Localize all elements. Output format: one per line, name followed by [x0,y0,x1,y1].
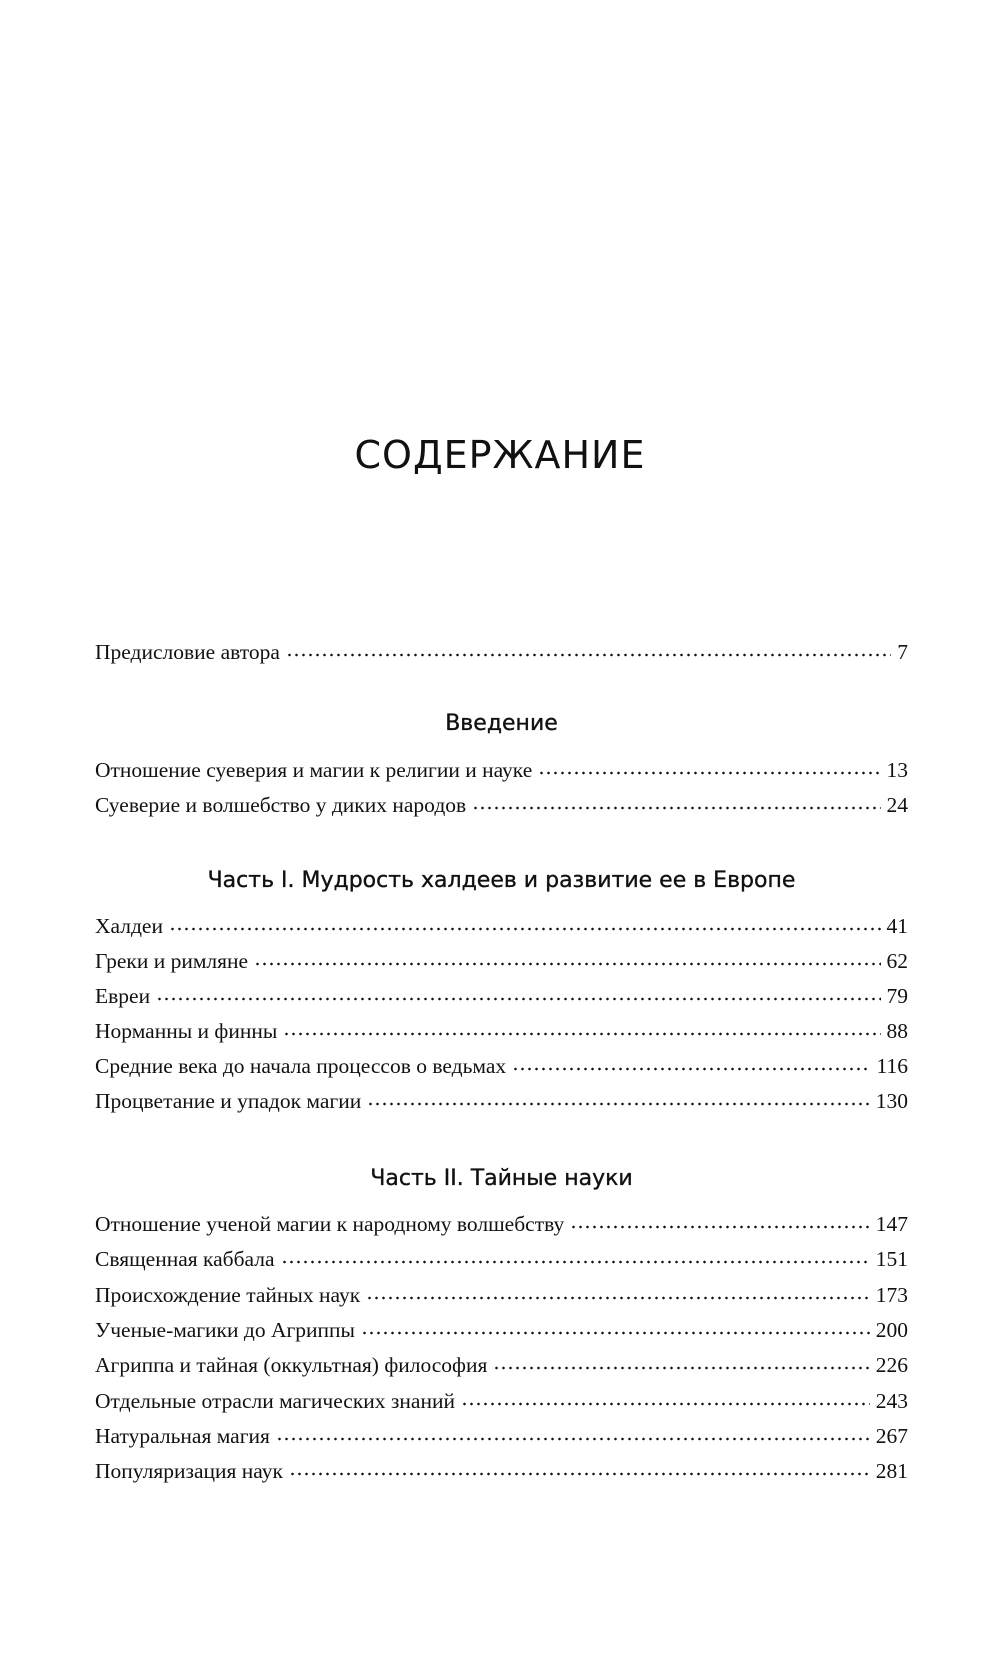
toc-entry-label: Агриппа и тайная (оккультная) философия [95,1353,488,1377]
toc-entry-page: 116 [876,1054,908,1078]
toc-entry-label: Норманны и финны [95,1019,278,1043]
toc-entry[interactable] [95,981,908,1011]
toc-entry-label: Ученые-магики до Агриппы [95,1318,356,1342]
dot-leader [286,650,891,660]
dot-leader [254,959,880,969]
toc-entry[interactable] [95,1209,908,1239]
toc-entry[interactable] [95,790,908,820]
toc-entry-page: 281 [875,1459,908,1483]
toc-entry-label: Средние века до начала процессов о ведьмах [95,1054,507,1078]
toc-entry-preface[interactable] [95,637,908,667]
toc-entry[interactable] [95,1421,908,1451]
dot-leader [472,803,880,813]
toc-entry-label: Натуральная магия [95,1424,270,1448]
toc-entry-page: 130 [875,1089,908,1113]
toc-entry[interactable] [95,946,908,976]
dot-leader [276,1434,870,1444]
toc-entry-label: Суеверие и волшебство у диких народов [95,793,467,817]
toc-entry-page: 200 [875,1318,908,1342]
toc-entry-page: 151 [875,1247,908,1271]
dot-leader [367,1099,869,1109]
dot-leader [366,1293,870,1303]
toc-entry-page: 173 [875,1283,908,1307]
toc-entry[interactable] [95,1280,908,1310]
toc-entry-page: 13 [886,758,908,782]
toc-entry[interactable] [95,1016,908,1046]
toc-entry-label: Популяризация наук [95,1459,283,1483]
toc-entry-label: Греки и римляне [95,949,249,973]
toc-entry[interactable] [95,755,908,785]
dot-leader [512,1064,870,1074]
toc-entry-label: Отдельные отрасли магических знаний [95,1389,455,1413]
toc-entry-label: Процветание и упадок магии [95,1089,362,1113]
toc-entry-page: 147 [875,1212,908,1236]
toc-entry[interactable] [95,911,908,941]
dot-leader [570,1222,869,1232]
toc-entry[interactable] [95,1315,908,1345]
dot-leader [461,1399,870,1409]
dot-leader [156,994,880,1004]
dot-leader [283,1029,880,1039]
toc-entry-page: 267 [875,1424,908,1448]
section-heading-introduction: Введение [445,711,558,736]
toc-entry-label: Отношение суеверия и магии к религии и науке [95,758,533,782]
toc-entry[interactable] [95,1386,908,1416]
toc-entry[interactable] [95,1244,908,1274]
dot-leader [281,1257,870,1267]
toc-entry[interactable] [95,1051,908,1081]
toc-entry-label: Отношение ученой магии к народному волшебству [95,1212,565,1236]
toc-entry[interactable] [95,1350,908,1380]
toc-entry-label: Происхождение тайных наук [95,1283,361,1307]
table-of-contents [95,0,908,1668]
toc-entry-page: 79 [886,984,908,1008]
toc-entry-page: 226 [875,1353,908,1377]
toc-entry-page: 24 [886,793,908,817]
toc-entry-label: Священная каббала [95,1247,275,1271]
toc-entry-page: 7 [897,640,908,664]
toc-entry-page: 88 [886,1019,908,1043]
toc-entry-label: Предисловие автора [95,640,280,664]
section-heading-part-1: Часть I. Мудрость халдеев и развитие ее в Европе [207,868,796,893]
toc-entry-page: 41 [886,914,908,938]
toc-entry[interactable] [95,1086,908,1116]
toc-entry[interactable] [95,1456,908,1486]
dot-leader [169,924,881,934]
toc-entry-page: 243 [875,1389,908,1413]
dot-leader [538,768,880,778]
dot-leader [361,1328,870,1338]
section-heading-part-2: Часть II. Тайные науки [370,1166,633,1191]
dot-leader [289,1469,870,1479]
dot-leader [493,1363,869,1373]
toc-entry-page: 62 [886,949,908,973]
toc-entry-label: Халдеи [95,914,163,938]
page-title: СОДЕРЖАНИЕ [354,433,646,477]
toc-entry-label: Евреи [95,984,151,1008]
